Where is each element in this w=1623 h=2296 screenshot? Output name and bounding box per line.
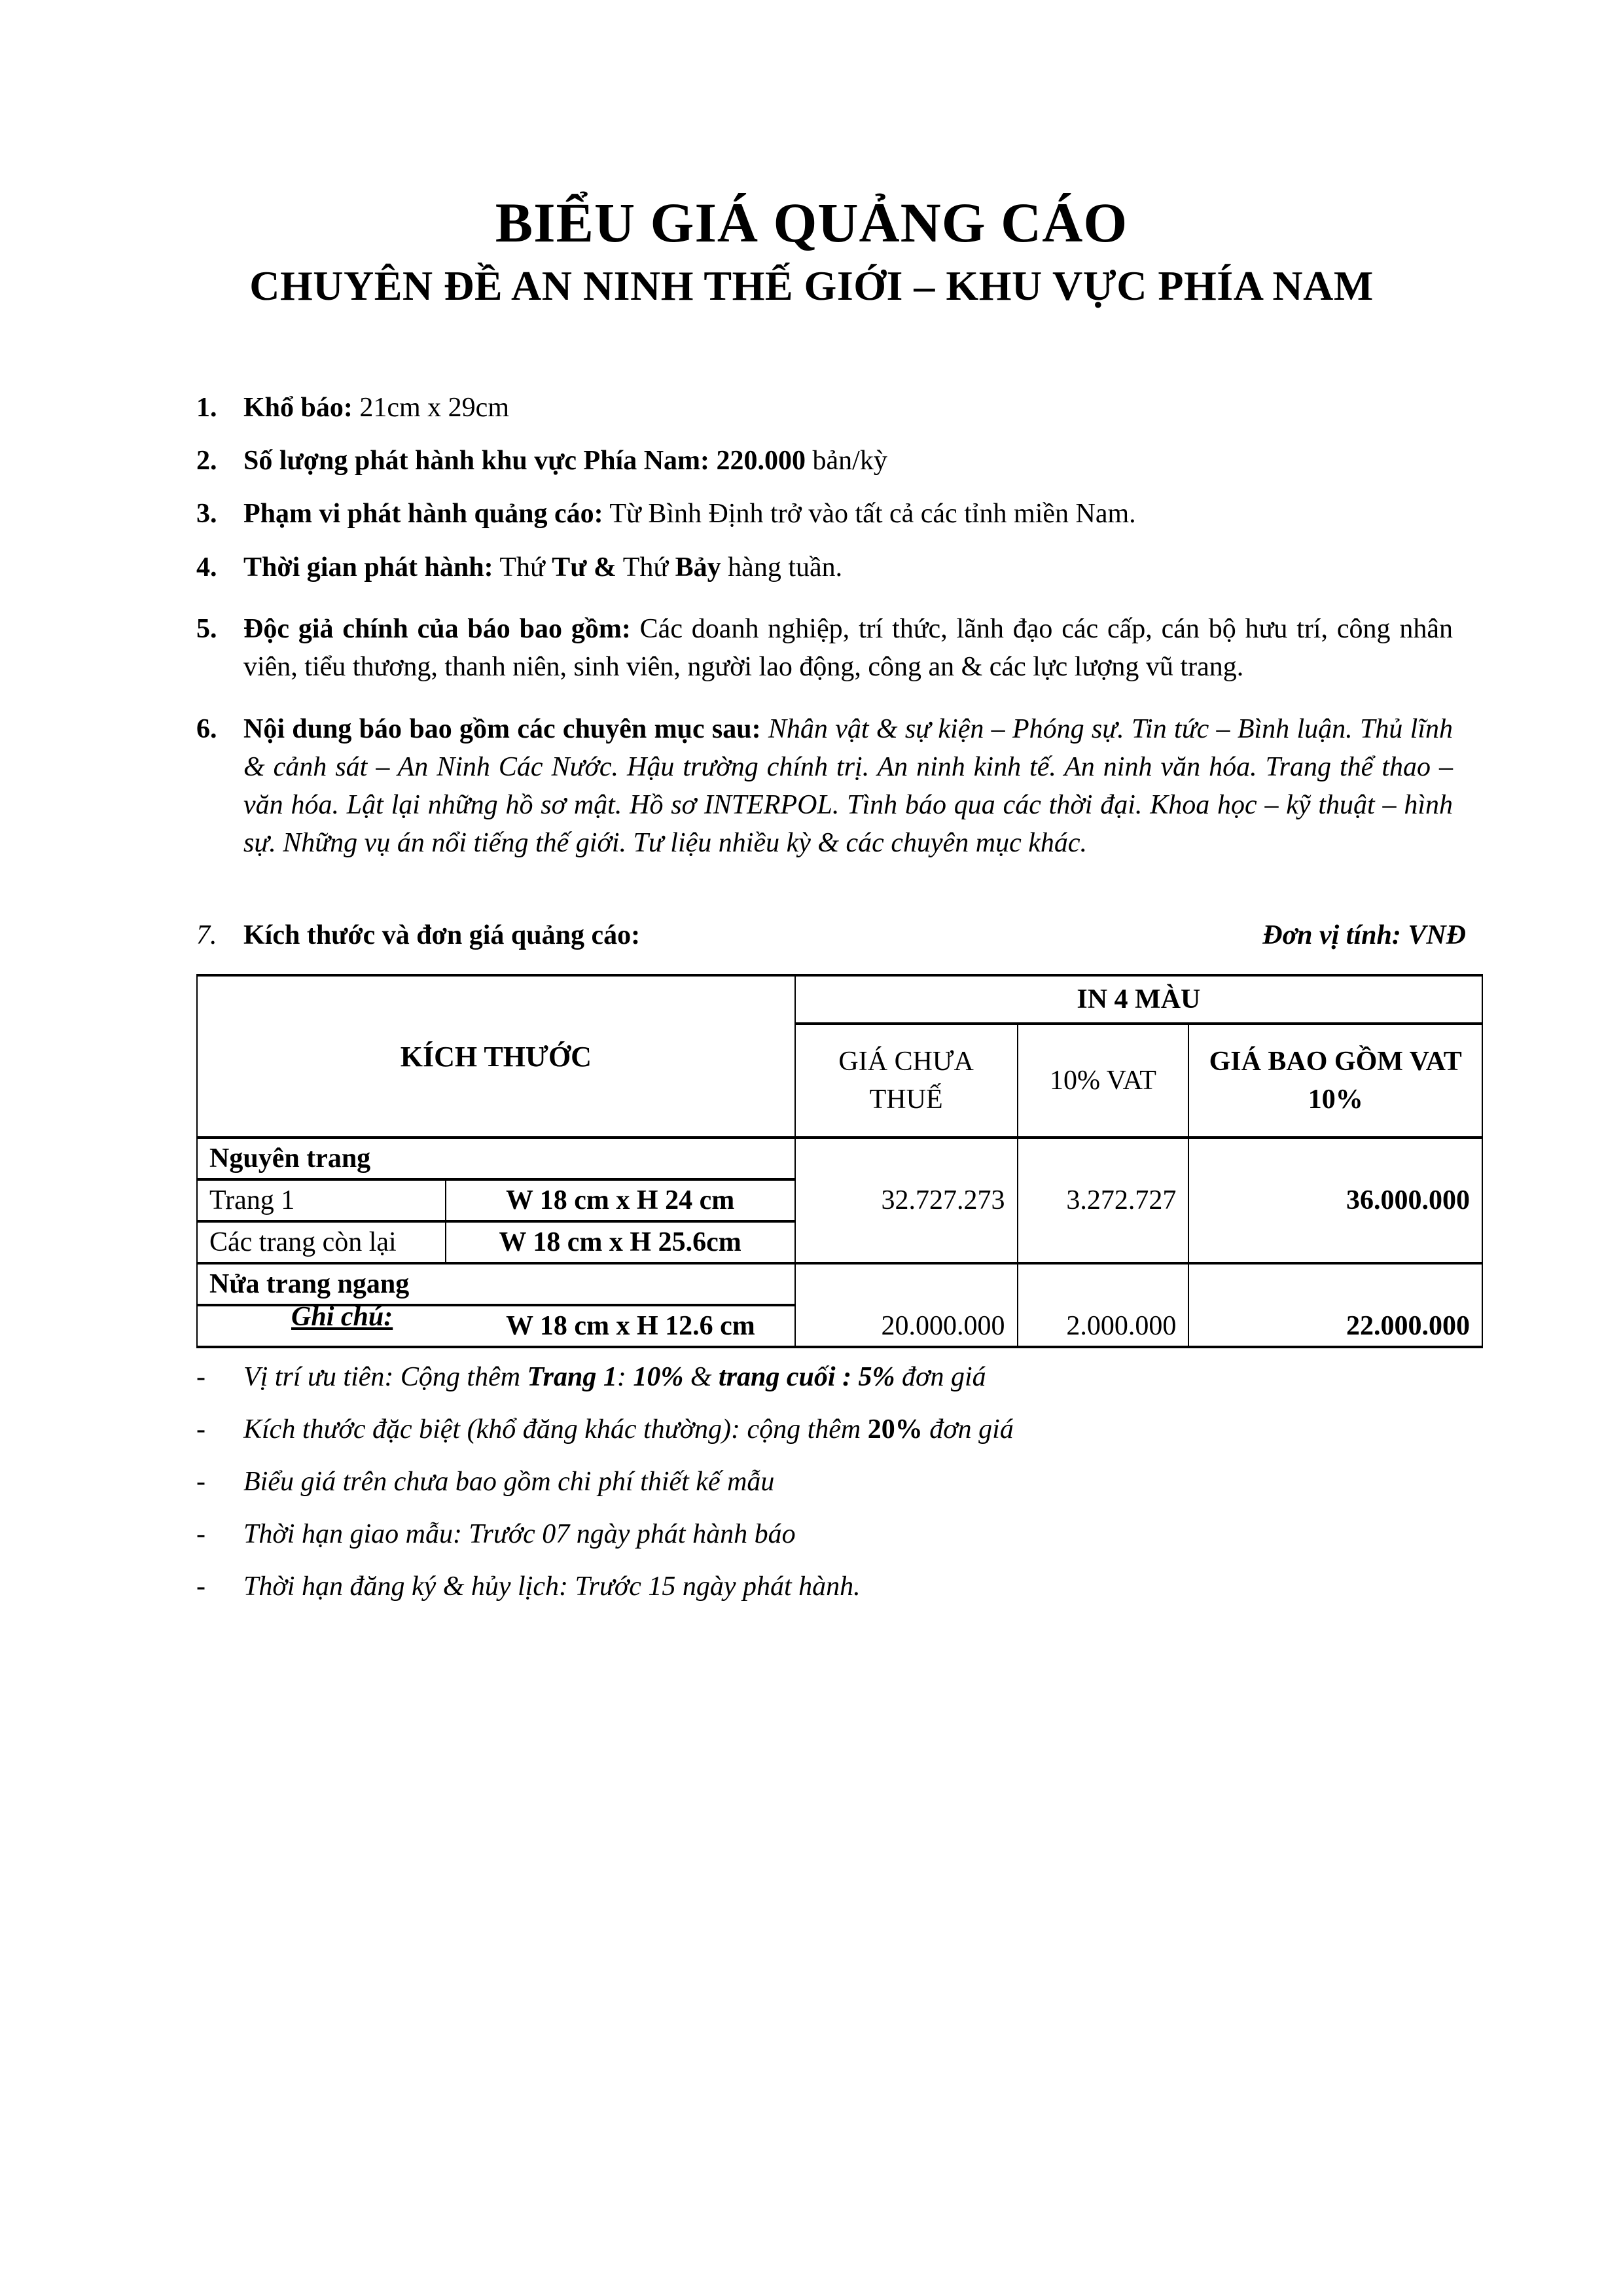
cell-vat: 3.272.727 [1018, 1138, 1189, 1263]
cell-size: W 18 cm x H 12.6 cm [197, 1305, 795, 1347]
item-value: Từ Bình Định trở vào tất cả các tỉnh miền Nam. [603, 499, 1136, 529]
item-label: Số lượng phát hành khu vực Phía Nam: 220.000 [243, 446, 806, 476]
item-number: 5. [196, 614, 217, 644]
cell-label: Trang 1 [197, 1179, 446, 1221]
cell-vat: 2.000.000 [1018, 1263, 1189, 1347]
note-text-bold: 20% [867, 1414, 923, 1444]
info-item-pricing [196, 916, 1466, 954]
note-text-bold: Trang 1 [527, 1362, 617, 1392]
item-label: Kích thước và đơn giá quảng cáo: [243, 920, 641, 950]
note-text-bold: trang cuối : 5% [719, 1362, 895, 1392]
info-item-circulation [196, 442, 1453, 480]
price-table [196, 974, 1483, 1348]
header-total: GIÁ BAO GỒM VAT 10% [1188, 1024, 1482, 1138]
note-text: đơn giá [895, 1362, 986, 1392]
item-value: hàng tuần. [721, 552, 843, 583]
item-number: 4. [196, 552, 217, 583]
group-name: Nửa trang ngang [197, 1263, 795, 1305]
cell-total: 22.000.000 [1188, 1263, 1482, 1347]
bullet: - [196, 1414, 205, 1444]
item-number: 7. [196, 920, 217, 950]
info-item-readers [196, 610, 1453, 686]
cell-size: W 18 cm x H 24 cm [446, 1179, 795, 1221]
item-label: Khổ báo: [243, 393, 353, 423]
info-item-scope [196, 495, 1453, 533]
item-number: 3. [196, 499, 217, 529]
note-item [196, 1518, 1440, 1550]
table-header-row [197, 975, 1482, 1024]
note-item [196, 1414, 1440, 1445]
document-subtitle: CHUYÊN ĐỀ AN NINH THẾ GIỚI – KHU VỰC PHÍA NAM [249, 262, 1374, 309]
note-text: đơn giá [922, 1414, 1014, 1444]
item-value-bold: Bảy [675, 552, 721, 583]
cell-pre-tax: 32.727.273 [795, 1138, 1018, 1263]
header-vat: 10% VAT [1018, 1024, 1189, 1138]
item-label: Nội dung báo bao gồm các chuyên mục sau: [243, 714, 761, 744]
header-group: IN 4 MÀU [795, 975, 1482, 1024]
bullet: - [196, 1519, 205, 1549]
info-item-schedule [196, 548, 1453, 586]
cell-label: Các trang còn lại [197, 1221, 446, 1263]
item-value: Thứ [493, 552, 552, 583]
item-label: Độc giả chính của báo bao gồm: [243, 614, 631, 644]
item-number: 1. [196, 393, 217, 423]
item-value: Các doanh nghiệp, trí thức, lãnh đạo các cấp, cán bộ hưu trí, công nhân viên, tiểu thương, thanh niên, sinh viên, người lao động, công an & các lực lượng vũ trang. [243, 614, 1453, 682]
cell-pre-tax: 20.000.000 [795, 1263, 1018, 1347]
header-size: KÍCH THƯỚC [197, 975, 795, 1138]
notes-title: Ghi chú: [291, 1302, 393, 1332]
item-value: bản/kỳ [806, 446, 887, 476]
header-pre-tax: GIÁ CHƯA THUẾ [795, 1024, 1018, 1138]
note-item [196, 1466, 1440, 1498]
item-number: 2. [196, 446, 217, 476]
info-item-format [196, 389, 1453, 427]
note-text: Thời hạn giao mẫu: Trước 07 ngày phát hành báo [243, 1519, 796, 1549]
item-value-bold: Tư & [552, 552, 616, 583]
item-value: Thứ [616, 552, 675, 583]
item-label: Phạm vi phát hành quảng cáo: [243, 499, 603, 529]
group-name: Nguyên trang [197, 1138, 795, 1179]
note-item [196, 1361, 1440, 1393]
item-number: 6. [196, 714, 217, 744]
note-text: Vị trí ưu tiên: Cộng thêm [243, 1362, 527, 1392]
note-item [196, 1571, 1440, 1602]
cell-total: 36.000.000 [1188, 1138, 1482, 1263]
bullet: - [196, 1467, 205, 1497]
bullet: - [196, 1571, 205, 1602]
document-title: BIỂU GIÁ QUẢNG CÁO [495, 191, 1128, 254]
note-text: & [683, 1362, 719, 1392]
note-text-bold: 10% [633, 1362, 684, 1392]
cell-size: W 18 cm x H 25.6cm [446, 1221, 795, 1263]
note-text: Biểu giá trên chưa bao gồm chi phí thiết kế mẫu [243, 1467, 775, 1497]
note-text: : [616, 1362, 633, 1392]
info-item-content [196, 710, 1453, 862]
note-text: Kích thước đặc biệt (khổ đăng khác thường): cộng thêm [243, 1414, 868, 1444]
table-row [197, 1263, 1482, 1305]
table-row [197, 1138, 1482, 1179]
item-value: Nhân vật & sự kiện – Phóng sự. Tin tức – Bình luận. Thủ lĩnh & cảnh sát – An Ninh Các Nước. Hậu trường chính trị. An ninh kinh tế. An ninh văn hóa. Trang thể thao – văn hóa. Lật lại những hồ sơ mật. Hồ sơ INTERPOL. Tình báo qua các thời đại. Khoa học – kỹ thuật – hình sự. Những vụ án nổi tiếng thế giới. Tư liệu nhiều kỳ & các chuyên mục khác. [243, 714, 1453, 858]
item-value: 21cm x 29cm [352, 393, 509, 423]
item-label: Thời gian phát hành: [243, 552, 493, 583]
currency-unit: Đơn vị tính: VNĐ [1262, 920, 1466, 950]
note-text: Thời hạn đăng ký & hủy lịch: Trước 15 ngày phát hành. [243, 1571, 861, 1602]
bullet: - [196, 1362, 205, 1392]
